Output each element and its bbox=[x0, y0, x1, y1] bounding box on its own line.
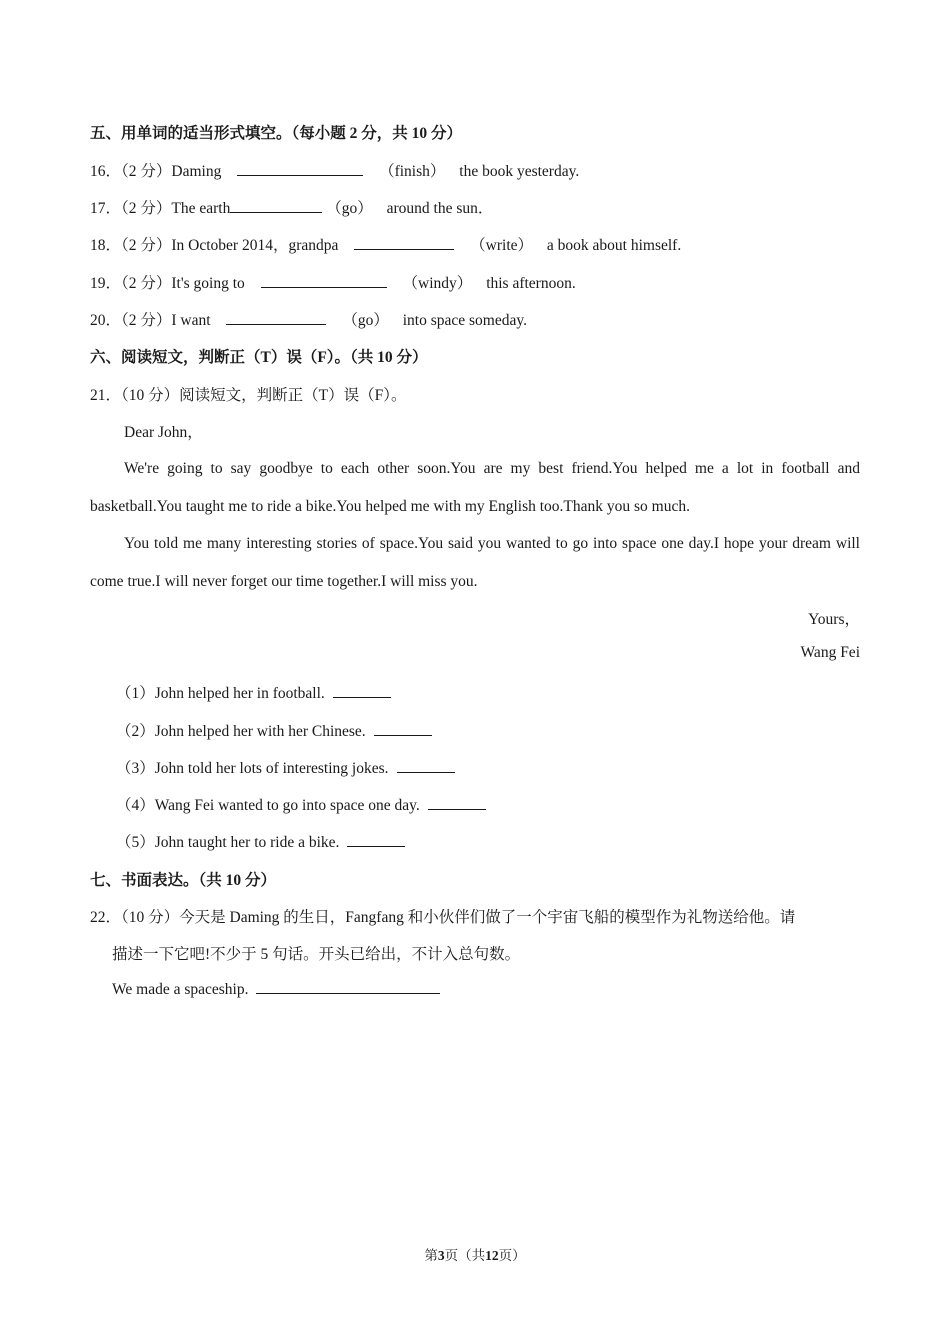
answer-blank[interactable] bbox=[261, 274, 387, 288]
footer-suffix: 页） bbox=[498, 1248, 526, 1263]
statement-5 bbox=[116, 830, 405, 852]
question-prefix: In October 2014，grandpa bbox=[171, 237, 339, 254]
letter-signature: Wang Fei bbox=[800, 644, 860, 661]
answer-blank[interactable] bbox=[226, 311, 326, 325]
question-22-continued: 描述一下它吧!不少于 5 句话。开头已给出，不计入总句数。 bbox=[112, 946, 521, 963]
word-hint: （write） bbox=[470, 237, 534, 254]
question-suffix: the book yesterday. bbox=[459, 163, 580, 180]
letter-paragraph-1: We're going to say goodbye to each other soon.You are my best friend.You helped me a lot in football and basketball.You taught me to ride a bike.You helped me with my English too.Thank you so much. bbox=[90, 460, 860, 515]
section-6-heading: 六、阅读短文，判断正（T）误（F）。（共 10 分） bbox=[90, 349, 428, 366]
statement-text: （1）John helped her in football. bbox=[116, 685, 325, 702]
question-22: 22．（10 分）今天是 Daming 的生日，Fangfang 和小伙伴们做了一个宇宙飞船的模型作为礼物送给他。请 bbox=[90, 909, 796, 926]
answer-blank[interactable] bbox=[397, 759, 455, 773]
question-suffix: this afternoon. bbox=[486, 275, 576, 292]
question-17 bbox=[90, 196, 493, 218]
answer-blank[interactable] bbox=[333, 684, 391, 698]
answer-blank[interactable] bbox=[374, 722, 432, 736]
question-suffix: around the sun． bbox=[386, 200, 494, 217]
question-number: 19．（2 分） bbox=[90, 275, 172, 292]
starter-sentence: We made a spaceship. bbox=[112, 981, 249, 998]
question-16 bbox=[90, 159, 579, 181]
question-19 bbox=[90, 271, 576, 293]
section-7-heading: 七、书面表达。（共 10 分） bbox=[90, 872, 277, 889]
writing-starter bbox=[112, 980, 440, 999]
question-prefix: I want bbox=[171, 312, 211, 329]
word-hint: （finish） bbox=[379, 163, 446, 180]
answer-blank[interactable] bbox=[347, 833, 405, 847]
word-hint: （go） bbox=[326, 200, 373, 217]
answer-blank[interactable] bbox=[256, 980, 440, 994]
statement-2 bbox=[116, 719, 432, 741]
question-prefix: It's going to bbox=[171, 275, 245, 292]
word-hint: （windy） bbox=[402, 275, 473, 292]
letter-closing: Yours， bbox=[808, 611, 860, 628]
statement-text: （4）Wang Fei wanted to go into space one day. bbox=[116, 797, 420, 814]
word-hint: （go） bbox=[342, 312, 389, 329]
page-number: 3 bbox=[437, 1248, 445, 1263]
statement-text: （5）John taught her to ride a bike. bbox=[116, 834, 340, 851]
question-number: 17．（2 分） bbox=[90, 200, 172, 217]
statement-4 bbox=[116, 793, 486, 815]
answer-blank[interactable] bbox=[354, 236, 454, 250]
answer-blank[interactable] bbox=[428, 796, 486, 810]
question-number: 20．（2 分） bbox=[90, 312, 172, 329]
question-21: 21．（10 分）阅读短文，判断正（T）误（F）。 bbox=[90, 387, 407, 404]
question-20 bbox=[90, 308, 527, 330]
footer-prefix: 第 bbox=[424, 1248, 438, 1263]
statement-text: （3）John told her lots of interesting jokes. bbox=[116, 760, 389, 777]
footer-middle: 页（共 bbox=[444, 1248, 486, 1263]
question-prefix: The earth bbox=[171, 200, 231, 217]
section-5-heading: 五、用单词的适当形式填空。（每小题 2 分，共 10 分） bbox=[90, 125, 463, 142]
question-number: 16．（2 分） bbox=[90, 163, 172, 180]
page-footer bbox=[0, 1244, 950, 1264]
question-suffix: a book about himself. bbox=[546, 237, 682, 254]
letter-paragraph-2: You told me many interesting stories of space.You said you wanted to go into space one day.I hope your dream will come true.I will never forget our time together.I will miss you. bbox=[90, 535, 860, 590]
question-number: 18．（2 分） bbox=[90, 237, 172, 254]
statement-1 bbox=[116, 681, 391, 703]
statement-text: （2）John helped her with her Chinese. bbox=[116, 723, 366, 740]
answer-blank[interactable] bbox=[237, 162, 363, 176]
question-18 bbox=[90, 233, 681, 255]
question-prefix: Daming bbox=[171, 163, 222, 180]
page-total: 12 bbox=[485, 1248, 499, 1263]
answer-blank[interactable] bbox=[230, 199, 322, 213]
letter-greeting: Dear John， bbox=[124, 424, 203, 441]
statement-3 bbox=[116, 756, 455, 778]
question-suffix: into space someday. bbox=[402, 312, 527, 329]
